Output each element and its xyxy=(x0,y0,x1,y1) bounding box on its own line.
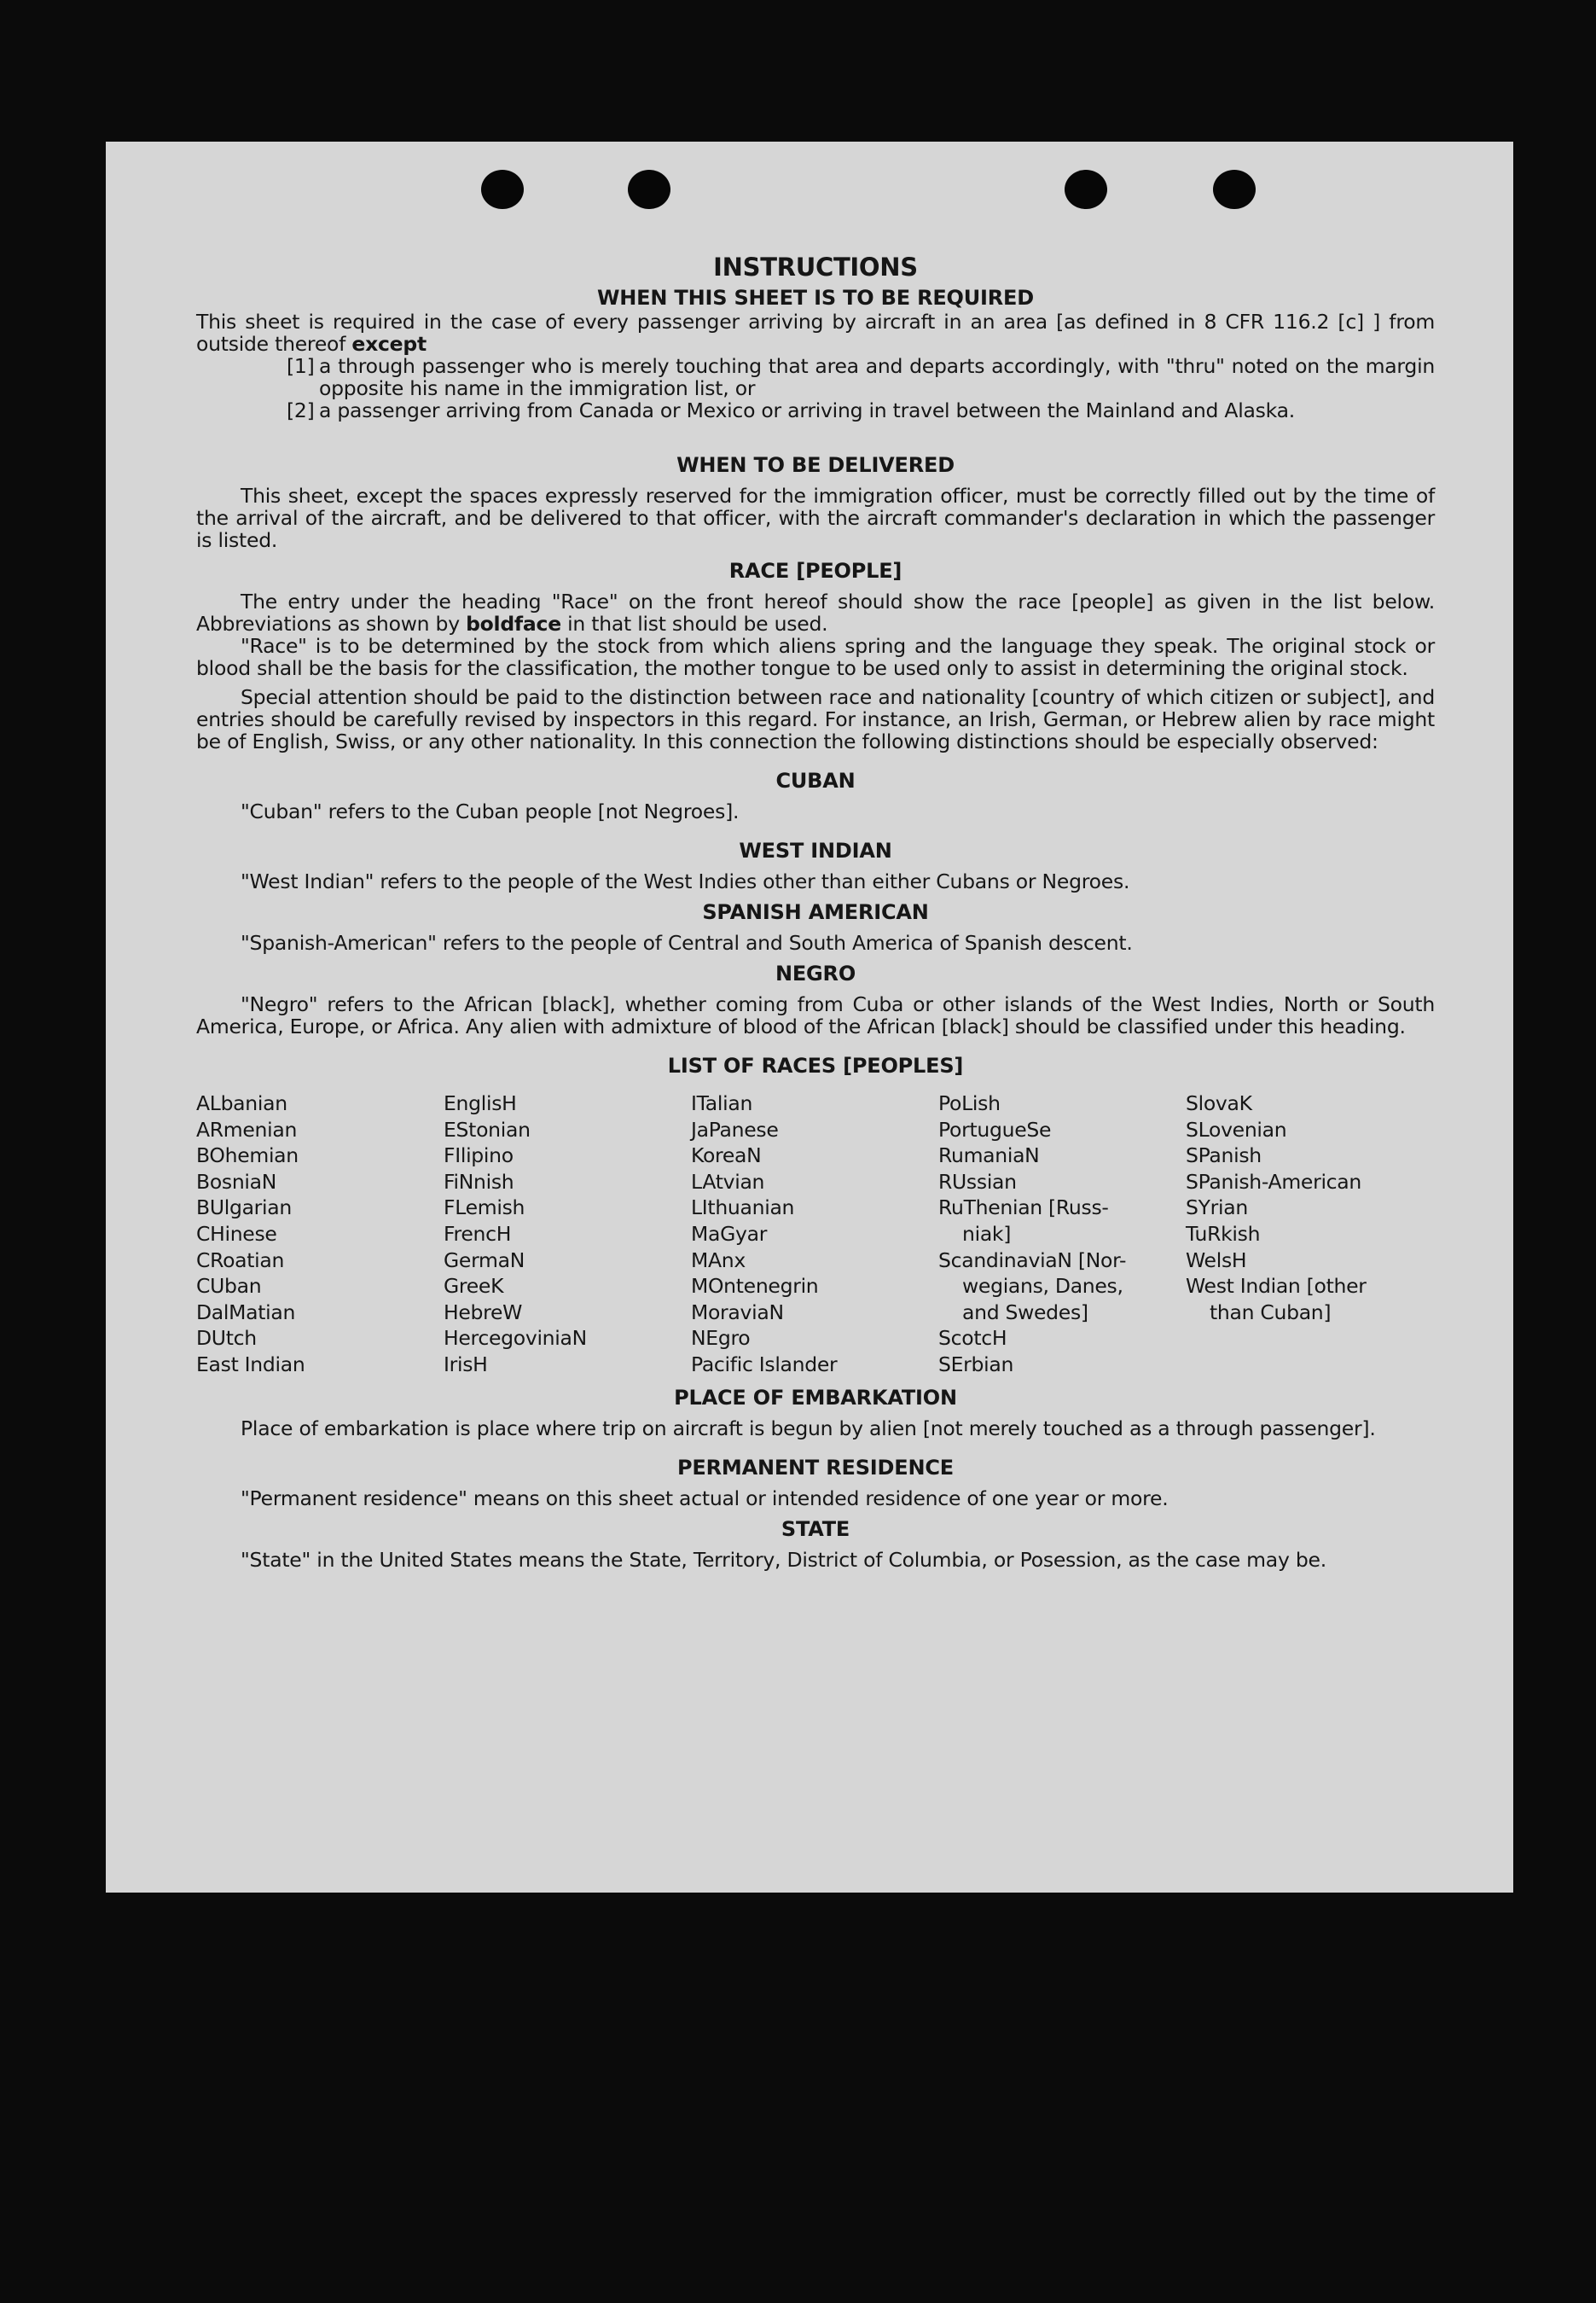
race-entry: PortugueSe xyxy=(938,1117,1052,1142)
race-entry: GermaN xyxy=(444,1247,525,1272)
list-item-number: [2] xyxy=(287,398,315,422)
required-intro-text: This sheet is required in the case of every passenger arriving by aircraft in an area [as defined in 8 CFR 116.2 [c] ] from outside thereof xyxy=(196,310,1435,356)
race-p1-text: The entry under the heading "Race" on the front hereof should show the race [people] as given in the list below. Abbreviations as shown by xyxy=(196,590,1435,636)
punch-hole xyxy=(628,170,670,209)
race-entry: SLovenian xyxy=(1186,1117,1287,1142)
race-paragraph-1 xyxy=(196,590,1435,635)
race-entry: WelsH xyxy=(1186,1247,1247,1272)
race-entry: East Indian xyxy=(196,1352,305,1376)
race-entry: HercegoviniaN xyxy=(444,1326,587,1351)
heading-place-of-embarkation: PLACE OF EMBARKATION xyxy=(674,1385,957,1410)
required-intro-except: except xyxy=(351,332,427,356)
races-column-3 xyxy=(691,1090,938,1378)
race-entry: DUtch xyxy=(196,1326,257,1351)
race-entry: LIthuanian xyxy=(691,1195,795,1220)
heading-spanish-american: SPANISH AMERICAN xyxy=(702,900,929,924)
races-column-4 xyxy=(938,1090,1186,1378)
race-entry: SPanish xyxy=(1186,1143,1262,1168)
state-text: "State" in the United States means the State, Territory, District of Columbia, or Posession, as the case may be. xyxy=(241,1547,1326,1572)
race-entry: ALbanian xyxy=(196,1091,287,1115)
race-entry: Pacific Islander xyxy=(691,1352,838,1376)
race-entry: ARmenian xyxy=(196,1117,298,1142)
race-entry: HebreW xyxy=(444,1300,523,1324)
race-entry: KoreaN xyxy=(691,1143,762,1168)
race-entry: GreeK xyxy=(444,1274,504,1299)
required-intro xyxy=(196,311,1435,355)
spanish-american-text: "Spanish-American" refers to the people of Central and South America of Spanish descent. xyxy=(241,931,1133,955)
race-entry: IrisH xyxy=(444,1352,488,1376)
heading-race: RACE [PEOPLE] xyxy=(728,559,902,583)
list-item-text: a passenger arriving from Canada or Mexico or arriving in travel between the Mainland and Alaska. xyxy=(319,398,1295,422)
punch-hole xyxy=(481,170,524,209)
race-entry: PoLish xyxy=(938,1091,1001,1115)
race-entry: TuRkish xyxy=(1186,1221,1261,1246)
race-p1-text-end: in that list should be used. xyxy=(560,612,828,636)
race-entry: West Indian [other xyxy=(1186,1274,1367,1299)
race-entry: FIlipino xyxy=(444,1143,514,1168)
race-entry-continued: niak] xyxy=(962,1221,1012,1246)
race-entry: EnglisH xyxy=(444,1091,517,1115)
negro-text: "Negro" refers to the African [black], whether coming from Cuba or other islands of the West Indies, North or South America, Europe, or Africa. Any alien with admixture of blood of the African [black] should be classified under this heading. xyxy=(196,992,1435,1038)
race-entry: ScotcH xyxy=(938,1326,1007,1351)
race-entry: EStonian xyxy=(444,1117,531,1142)
heading-cuban: CUBAN xyxy=(775,769,856,793)
list-item xyxy=(287,399,1435,422)
race-entry: LAtvian xyxy=(691,1169,765,1194)
race-paragraph-3: Special attention should be paid to the distinction between race and nationality [country of which citizen or subject], and entries should be carefully revised by inspectors in this regard. For instance, an Irish, German, or Hebrew alien by race might be of English, Swiss, or any other nationality. In this connection the following distinctions should be especially observed: xyxy=(196,685,1435,753)
delivered-text: This sheet, except the spaces expressly reserved for the immigration officer, must be correctly filled out by the time of the arrival of the aircraft, and be delivered to that officer, with the aircraft commander's declaration in which the passenger is listed. xyxy=(196,484,1435,552)
race-entry: RUssian xyxy=(938,1169,1017,1194)
race-entry: BosniaN xyxy=(196,1169,277,1194)
west-indian-text: "West Indian" refers to the people of the West Indies other than either Cubans or Negroes. xyxy=(241,869,1130,893)
list-item-number: [1] xyxy=(287,354,315,378)
heading-list-of-races: LIST OF RACES [PEOPLES] xyxy=(667,1054,964,1078)
heading-negro: NEGRO xyxy=(775,962,856,986)
embarkation-text: Place of embarkation is place where trip on aircraft is begun by alien [not merely touched as a through passenger]. xyxy=(241,1416,1376,1440)
heading-when-delivered: WHEN TO BE DELIVERED xyxy=(676,453,955,477)
race-p1-boldface: boldface xyxy=(466,612,561,636)
race-entry: RuThenian [Russ- xyxy=(938,1195,1109,1220)
races-table xyxy=(196,1090,1435,1378)
race-entry: SErbian xyxy=(938,1352,1014,1376)
heading-west-indian: WEST INDIAN xyxy=(739,839,892,863)
race-entry: JaPanese xyxy=(691,1117,779,1142)
list-item-text: a through passenger who is merely touching that area and departs accordingly, with "thru" noted on the margin opposite his name in the immigration list, or xyxy=(319,354,1435,400)
heading-when-required: WHEN THIS SHEET IS TO BE REQUIRED xyxy=(597,286,1034,310)
race-entry: MaGyar xyxy=(691,1221,768,1246)
race-entry: CHinese xyxy=(196,1221,277,1246)
race-entry: MoraviaN xyxy=(691,1300,784,1324)
race-entry: DalMatian xyxy=(196,1300,296,1324)
race-entry: FiNnish xyxy=(444,1169,514,1194)
race-entry-continued: than Cuban] xyxy=(1210,1300,1332,1324)
races-column-1 xyxy=(196,1090,444,1378)
heading-permanent-residence: PERMANENT RESIDENCE xyxy=(677,1455,954,1480)
race-entry: SYrian xyxy=(1186,1195,1248,1220)
race-entry: BOhemian xyxy=(196,1143,299,1168)
races-column-2 xyxy=(444,1090,691,1378)
race-entry-continued: and Swedes] xyxy=(962,1300,1088,1324)
race-entry: RumaniaN xyxy=(938,1143,1040,1168)
race-entry-continued: wegians, Danes, xyxy=(962,1274,1123,1299)
races-column-5 xyxy=(1186,1090,1433,1378)
race-entry: MOntenegrin xyxy=(691,1274,819,1299)
race-entry: NEgro xyxy=(691,1326,751,1351)
heading-state: STATE xyxy=(781,1516,850,1541)
punch-hole xyxy=(1065,170,1107,209)
race-entry: MAnx xyxy=(691,1247,746,1272)
race-entry: BUlgarian xyxy=(196,1195,292,1220)
race-entry: CRoatian xyxy=(196,1247,285,1272)
race-paragraph-2: "Race" is to be determined by the stock from which aliens spring and the language they speak. The original stock or blood shall be the basis for the classification, the mother tongue to be used only to assist in determining the original stock. xyxy=(196,634,1435,680)
race-entry: FLemish xyxy=(444,1195,525,1220)
race-entry: ITalian xyxy=(691,1091,753,1115)
list-item xyxy=(287,355,1435,399)
document-sheet xyxy=(106,142,1513,1893)
document-title: INSTRUCTIONS xyxy=(713,253,918,282)
punch-hole xyxy=(1213,170,1256,209)
cuban-text: "Cuban" refers to the Cuban people [not Negroes]. xyxy=(241,800,740,823)
race-entry: SlovaK xyxy=(1186,1091,1252,1115)
residence-text: "Permanent residence" means on this sheet actual or intended residence of one year or more. xyxy=(241,1486,1169,1510)
race-entry: FrencH xyxy=(444,1221,512,1246)
race-entry: SPanish-American xyxy=(1186,1169,1361,1194)
race-entry: CUban xyxy=(196,1274,262,1299)
race-entry: ScandinaviaN [Nor- xyxy=(938,1247,1127,1272)
